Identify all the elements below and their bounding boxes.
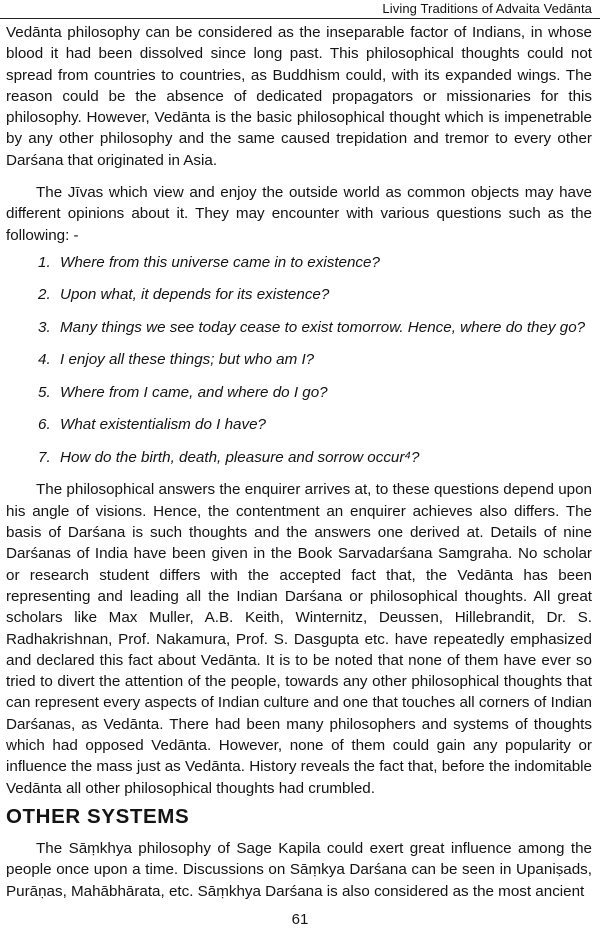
page-number: 61 (291, 911, 309, 928)
page-body (6, 22, 592, 908)
paragraph-vedanta-intro: Vedānta philosophy can be considered as the inseparable factor of Indians, in whose blood it had been dissolved since long past. This philosophical thoughts could not spread from countries to countries, as Buddhism could, with its expanded wings. The reason could be the absence of dedicated propagators or missionaries for this philosophy. However, Vedānta is the basic philosophical thought which is impenetrable by any other philosophy and the same caused trepidation and tremor to every other Darśana that originated in Asia. (6, 24, 592, 169)
list-item: 7. How do the birth, death, pleasure and sorrow occur⁴? (38, 448, 420, 466)
paragraph-philosophical-answers: The philosophical answers the enquirer arrives at, to these questions depend upon his angle of visions. Hence, the contentment an enquirer achieves also differs. The basis of Darśana is such thoughts and the answers one derived at. Details of nine Darśanas of India have been given in the Book Sarvadarśana Samgraha. No scholar or research student differs with the accepted fact that, the Vedānta has been representing and leading all the Indian Darśana or philosophical thoughts. All great scholars like Max Muller, A.B. Keith, Winternitz, Deussen, Hillebrandit, Dr. S. Radhakrishnan, Prof. Nakamura, Prof. S. Dasgupta etc. have repeatedly emphasized and declared this fact about Vedānta. It is to be noted that none of them have ever so tried to divert the attention of the people, towards any other philosophical thoughts that can represent every aspects of Indian culture and one that touches all corners of Indian Darśanas, as Vedānta. There had been many philosophers and systems of thoughts which had opposed Vedānta. However, none of them could gain any popularity or influence the mass just as Vedānta. History reveals the fact that, before the indomitable Vedānta all other philosophical thoughts had crumbled. (6, 481, 592, 797)
paragraph-jivas-questions: The Jīvas which view and enjoy the outside world as common objects may have different opinions about it. They may encounter with various questions such as the following: - (6, 184, 592, 244)
list-item: 5. Where from I came, and where do I go? (38, 383, 328, 401)
question-list (6, 252, 592, 468)
section-heading: OTHER SYSTEMS (6, 804, 190, 828)
list-item: 3. Many things we see today cease to exist tomorrow. Hence, where do they go? (38, 318, 586, 336)
header-title: Living Traditions of Advaita Vedānta (382, 1, 592, 16)
list-item: 1. Where from this universe came in to existence? (38, 253, 380, 271)
running-header (0, 0, 600, 19)
list-item: 6. What existentialism do I have? (38, 416, 266, 434)
paragraph-samkhya: The Sāṃkhya philosophy of Sage Kapila could exert great influence among the people once upon a time. Discussions on Sāṃkya Darśana can be seen in Upaniṣads, Purāṇas, Mahābhārata, etc. Sāṃkhya Darśana is also considered as the most ancient (6, 839, 592, 900)
list-item: 2. Upon what, it depends for its existence? (38, 286, 330, 304)
list-item: 4. I enjoy all these things; but who am I? (38, 351, 315, 369)
